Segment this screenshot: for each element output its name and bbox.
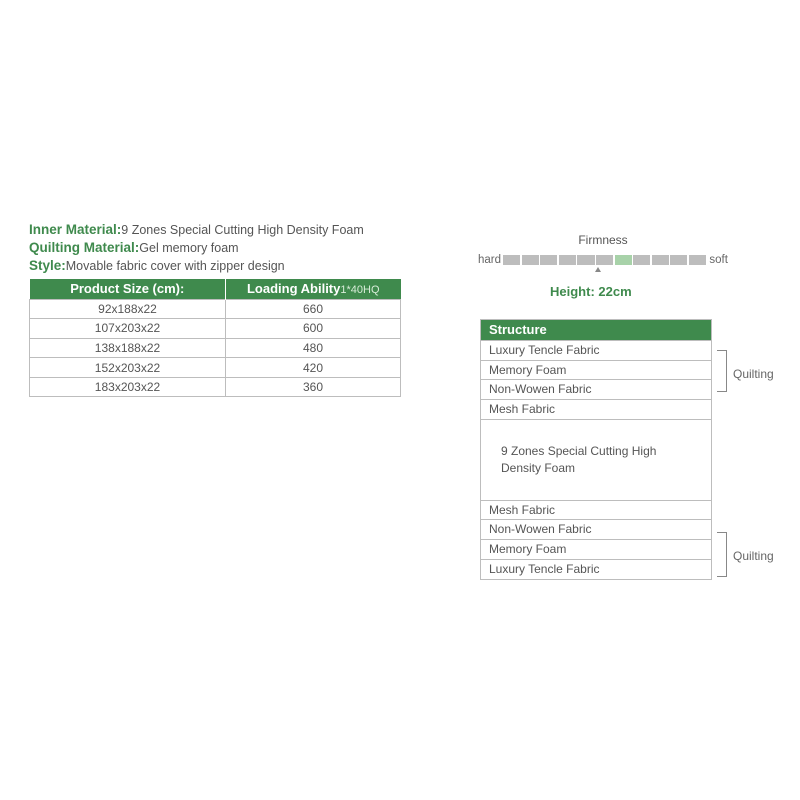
layer-item: Non-Wowen Fabric [481,379,711,399]
spec-value: 9 Zones Special Cutting High Density Foam [121,223,364,237]
table-row [30,299,401,319]
cell-load: 360 [226,377,401,397]
table-row [30,319,401,339]
cell-load: 660 [226,299,401,319]
cell-size: 183x203x22 [30,377,226,397]
spec-quilting-material [29,239,401,257]
firmness-segment [615,255,632,265]
table-row [30,338,401,358]
quilting-label-bottom: Quilting [733,549,774,563]
layer-item: Non-Wowen Fabric [481,519,711,539]
firmness-marker-icon [595,267,601,272]
firmness-hard-label: hard [478,254,502,266]
quilting-bracket-bottom [717,532,727,577]
layer-item: Mesh Fabric [481,500,711,520]
structure-title: Structure [481,320,711,340]
material-specs [29,221,401,275]
table-row [30,377,401,397]
cell-size: 107x203x22 [30,319,226,339]
firmness-segment [559,255,576,265]
layer-core: 9 Zones Special Cutting High Density Foam [481,419,711,500]
firmness-bar [503,255,707,265]
firmness-segment [522,255,539,265]
spec-value: Gel memory foam [139,241,239,255]
quilting-bracket-top [717,350,727,392]
cell-size: 138x188x22 [30,338,226,358]
spec-key: Style: [29,258,66,273]
spec-key: Quilting Material: [29,240,140,255]
spec-value: Movable fabric cover with zipper design [65,259,285,273]
firmness-segment [652,255,669,265]
layer-item: Memory Foam [481,360,711,380]
firmness-segment [596,255,613,265]
table-header-row [30,279,401,299]
firmness-segment [633,255,650,265]
firmness-scale [478,253,728,267]
height-label: Height: 22cm [550,284,632,299]
layer-item: Mesh Fabric [481,399,711,419]
header-loading-sub: 1*40HQ [340,284,380,297]
firmness-segment [670,255,687,265]
firmness-segment [577,255,594,265]
spec-key: Inner Material: [29,222,122,237]
cell-load: 480 [226,338,401,358]
firmness-title: Firmness [578,233,628,247]
layer-item: Luxury Tencle Fabric [481,559,711,579]
layer-item: Memory Foam [481,539,711,559]
header-loading-label: Loading Ability [246,281,341,297]
firmness-segment [689,255,706,265]
firmness-segment [503,255,520,265]
size-table [29,279,401,397]
spec-style [29,257,401,275]
structure-panel [480,319,712,580]
cell-load: 420 [226,358,401,378]
firmness-segment [540,255,557,265]
cell-load: 600 [226,319,401,339]
header-loading-ability [226,279,401,299]
layer-item: Luxury Tencle Fabric [481,340,711,360]
cell-size: 152x203x22 [30,358,226,378]
spec-inner-material [29,221,401,239]
quilting-label-top: Quilting [733,367,774,381]
cell-size: 92x188x22 [30,299,226,319]
table-row [30,358,401,378]
firmness-soft-label: soft [709,254,728,266]
header-product-size: Product Size (cm): [30,279,226,299]
